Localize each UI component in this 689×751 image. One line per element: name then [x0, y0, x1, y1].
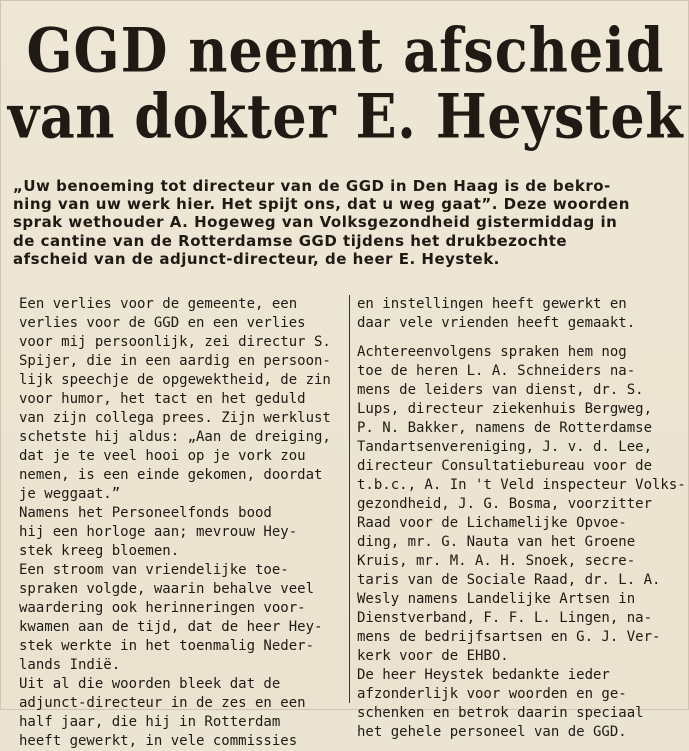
- headline-line-1: GGD neemt afscheid: [26, 14, 665, 86]
- text-line: adjunct-directeur in de zes en een: [19, 695, 306, 711]
- text-line: je weggaat.”: [19, 486, 121, 502]
- text-line: en instellingen heeft gewerkt en: [357, 296, 627, 312]
- text-line: stek werkte in het toenmalig Neder-: [19, 638, 315, 654]
- text-line: Dienstverband, F. F. L. Lingen, na-: [357, 610, 653, 626]
- left-paragraph-3: [19, 561, 343, 675]
- text-line: Namens het Personeelfonds bood: [19, 505, 272, 521]
- text-line: heeft gewerkt, in vele commissies: [19, 733, 298, 749]
- text-line: lands Indië.: [19, 657, 121, 673]
- text-line: kwamen aan de tijd, dat de heer Hey-: [19, 619, 323, 635]
- text-line: kerk voor de EHBO.: [357, 648, 509, 664]
- text-line: mens de bedrijfsartsen en G. J. Ver-: [357, 629, 661, 645]
- text-line: van zijn collega prees. Zijn werklust: [19, 410, 331, 426]
- intro-line: sprak wethouder A. Hogeweg van Volksgezondheid gistermiddag in: [13, 213, 618, 232]
- text-line: dat je te veel hooi op je vork zou: [19, 448, 306, 464]
- left-paragraph-2: [19, 504, 343, 561]
- intro-line: afscheid van de adjunct-directeur, de heer E. Heystek.: [13, 249, 500, 268]
- text-line: verlies voor de GGD en een verlies: [19, 315, 306, 331]
- text-line: voor humor, het tact en het geduld: [19, 391, 306, 407]
- text-line: gezondheid, J. G. Bosma, voorzitter: [357, 496, 653, 512]
- column-divider: [349, 295, 350, 703]
- left-column: [19, 295, 343, 751]
- text-line: mens de leiders van dienst, dr. S.: [357, 382, 644, 398]
- text-line: hij een horloge aan; mevrouw Hey-: [19, 524, 298, 540]
- text-line: Raad voor de Lichamelijke Opvoe-: [357, 515, 627, 531]
- intro-line: de cantine van de Rotterdamse GGD tijdens het drukbezochte: [13, 231, 568, 250]
- text-line: spraken volgde, waarin behalve veel: [19, 581, 315, 597]
- text-line: schetste hij aldus: „Aan de dreiging,: [19, 429, 331, 445]
- text-line: Tandartsenvereniging, J. v. d. Lee,: [357, 439, 653, 455]
- intro-line: ning van uw werk hier. Het spijt ons, dat u weg gaat”. Deze woorden: [13, 195, 630, 214]
- text-line: toe de heren L. A. Schneiders na-: [357, 363, 636, 379]
- text-line: daar vele vrienden heeft gemaakt.: [357, 315, 636, 331]
- text-line: Een stroom van vriendelijke toe-: [19, 562, 289, 578]
- text-line: Kruis, mr. M. A. H. Snoek, secre-: [357, 553, 636, 569]
- right-column: [357, 295, 686, 742]
- text-line: taris van de Sociale Raad, dr. L. A.: [357, 572, 661, 588]
- right-paragraph-2: [357, 343, 686, 666]
- paragraph-gap: [357, 333, 683, 343]
- text-line: De heer Heystek bedankte ieder: [357, 667, 610, 683]
- text-line: waardering ook herinneringen voor-: [19, 600, 306, 616]
- text-line: t.b.c., A. In 't Veld inspecteur Volks-: [357, 477, 686, 493]
- headline-line-2: van dokter E. Heystek: [7, 80, 684, 152]
- text-line: Een verlies voor de gemeente, een: [19, 296, 298, 312]
- text-line: Spijer, die in een aardig en persoon-: [19, 353, 331, 369]
- text-line: nemen, is een einde gekomen, doordat: [19, 467, 323, 483]
- left-paragraph-1: [19, 295, 343, 504]
- text-line: afzonderlijk voor woorden en ge-: [357, 686, 627, 702]
- intro-line: „Uw benoeming tot directeur van de GGD in Den Haag is de bekro-: [13, 177, 611, 195]
- left-paragraph-4: [19, 675, 343, 751]
- text-line: P. N. Bakker, namens de Rotterdamse: [357, 420, 653, 436]
- text-line: het gehele personeel van de GGD.: [357, 724, 627, 740]
- text-line: directeur Consultatiebureau voor de: [357, 458, 653, 474]
- text-line: schenken en betrok daarin speciaal: [357, 705, 644, 721]
- text-line: Achtereenvolgens spraken hem nog: [357, 344, 627, 360]
- text-line: lijk speechje de opgewektheid, de zin: [19, 372, 331, 388]
- text-line: ding, mr. G. Nauta van het Groene: [357, 534, 636, 550]
- right-paragraph-1: [357, 295, 683, 333]
- intro-paragraph: [13, 177, 679, 268]
- text-line: Lups, directeur ziekenhuis Bergweg,: [357, 401, 653, 417]
- text-line: voor mij persoonlijk, zei directur S.: [19, 334, 331, 350]
- text-line: Uit al die woorden bleek dat de: [19, 676, 281, 692]
- text-line: half jaar, die hij in Rotterdam: [19, 714, 281, 730]
- right-paragraph-3: [357, 666, 683, 742]
- text-line: Wesly namens Landelijke Artsen in: [357, 591, 636, 607]
- text-line: stek kreeg bloemen.: [19, 543, 180, 559]
